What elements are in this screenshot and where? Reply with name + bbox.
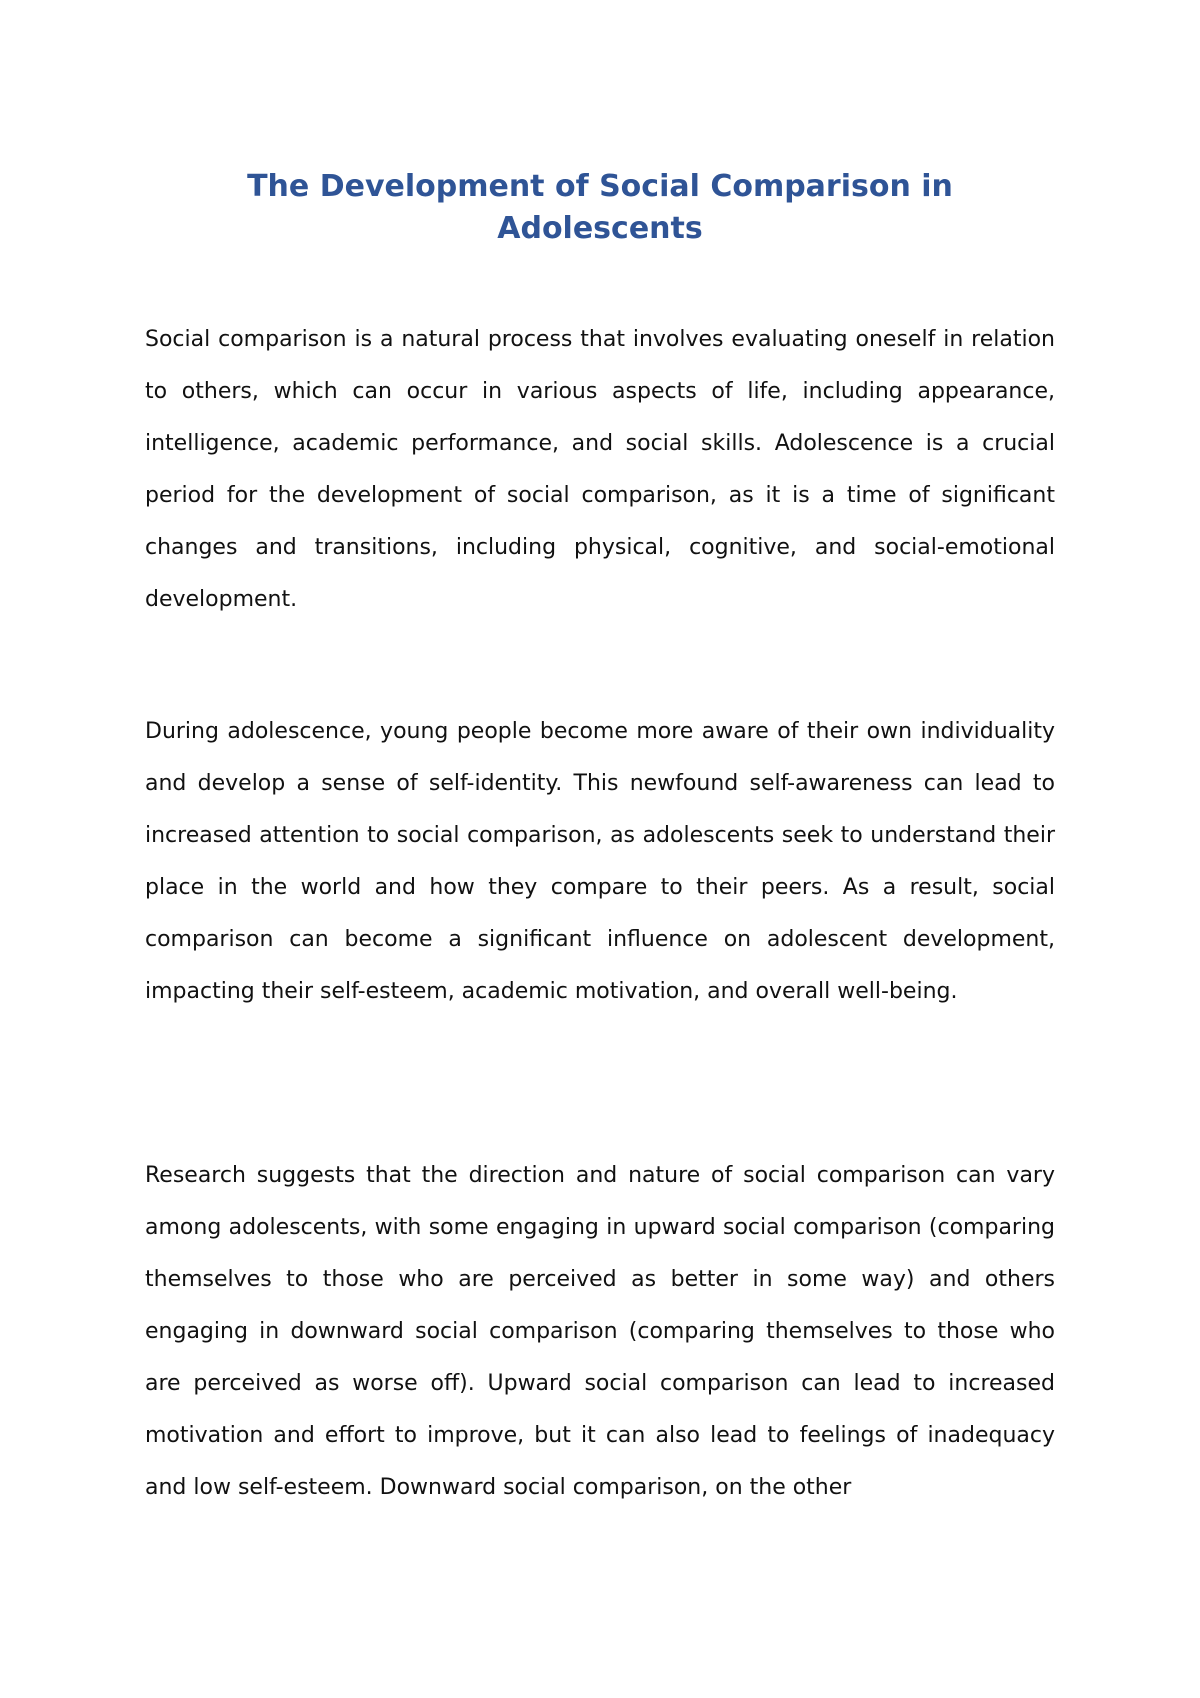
document-title: The Development of Social Comparison in Adolescents	[247, 169, 953, 246]
body-paragraph-1: Social comparison is a natural process that involves evaluating oneself in relation to others, which can occur in various aspects of life, including appearance, intelligence, academic performance, and social skills. Adolescence is a crucial period for the development of social comparison, as it is a time of significant changes and transitions, including physical, cognitive, and social-emotional development.	[145, 327, 1055, 612]
body-paragraph-3: Research suggests that the direction and nature of social comparison can vary among adolescents, with some engaging in upward social comparison (comparing themselves to those who are perceived as better in some way) and others engaging in downward social comparison (comparing themselves to those who are perceived as worse off). Upward social comparison can lead to increased motivation and effort to improve, but it can also lead to feelings of inadequacy and low self-esteem. Downward social comparison, on the other	[145, 1163, 1055, 1500]
body-paragraph-2: During adolescence, young people become more aware of their own individuality and develop a sense of self-identity. This newfound self-awareness can lead to increased attention to social comparison, as adolescents seek to understand their place in the world and how they compare to their peers. As a result, social comparison can become a significant influence on adolescent development, impacting their self-esteem, academic motivation, and overall well-being.	[145, 719, 1055, 1004]
